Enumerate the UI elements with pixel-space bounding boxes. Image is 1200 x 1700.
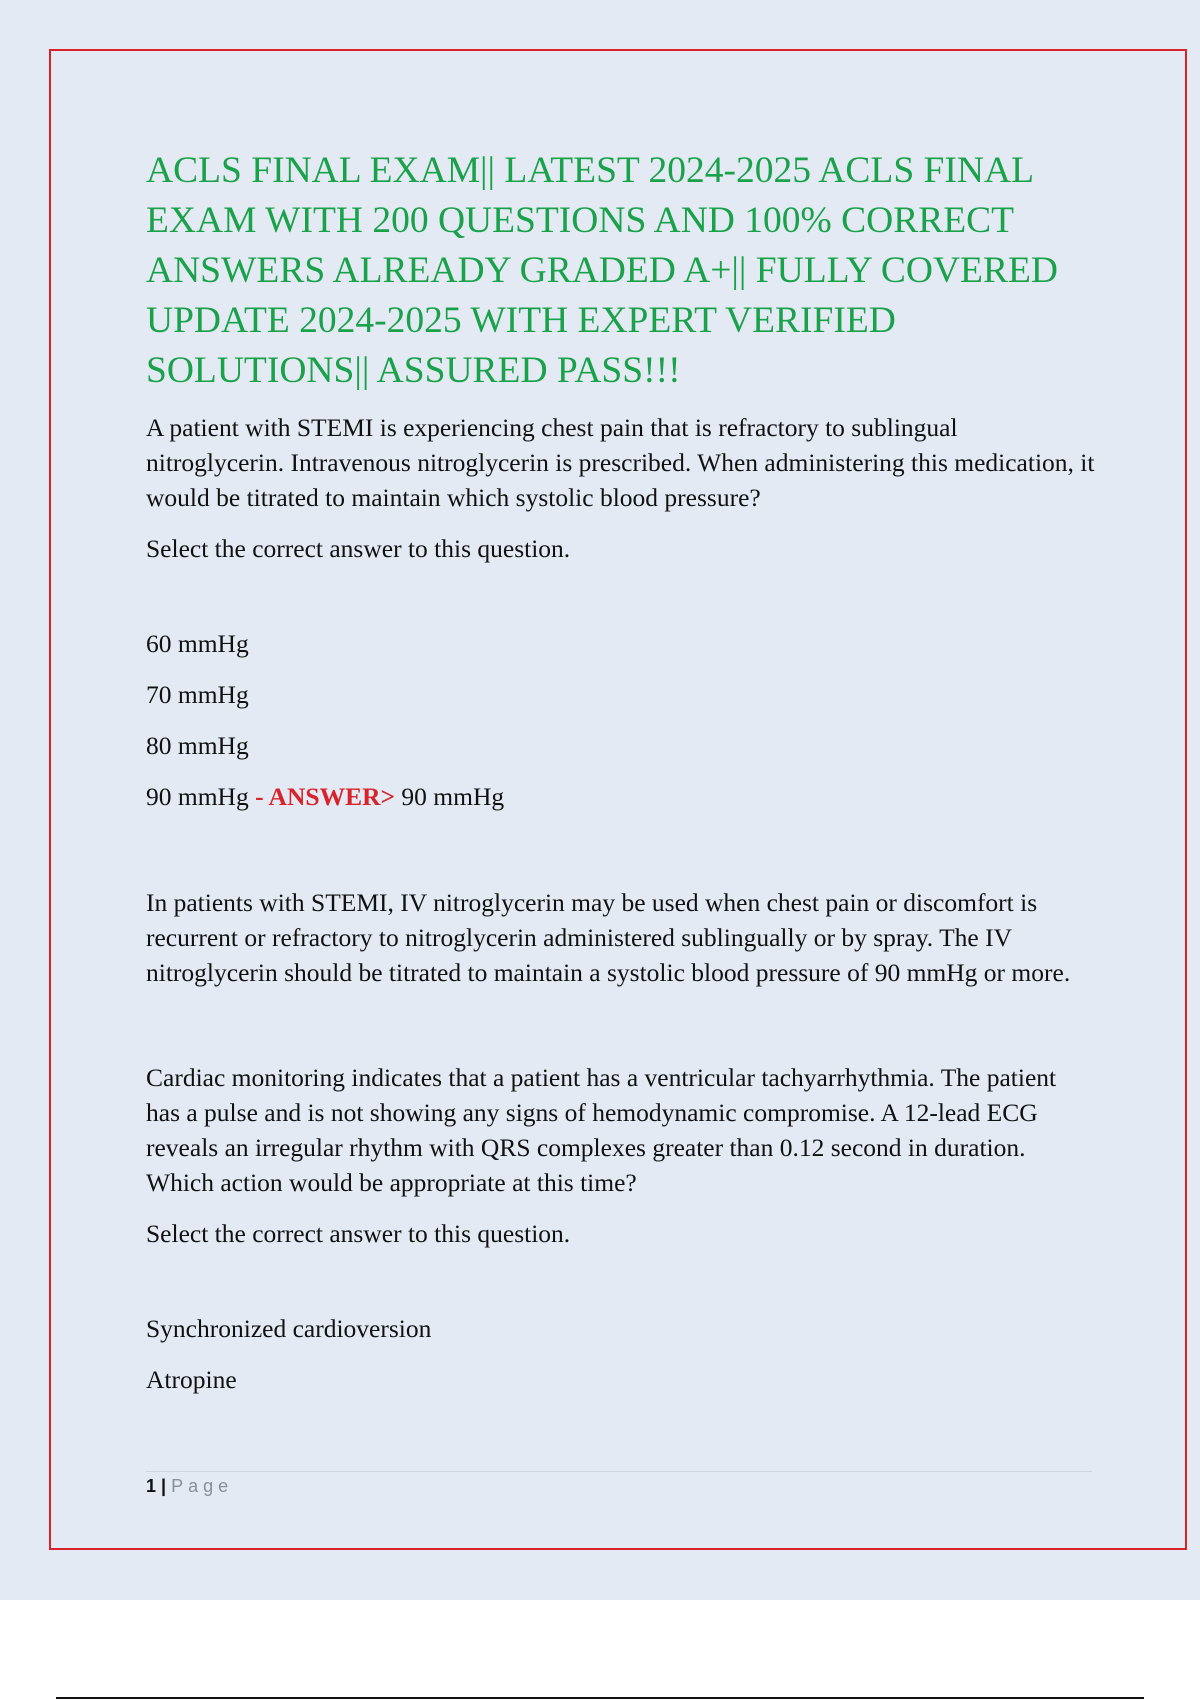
bottom-divider [56, 1697, 1144, 1699]
document-title: ACLS FINAL EXAM|| LATEST 2024-2025 ACLS FINAL EXAM WITH 200 QUESTIONS AND 100% CORRECT ANSWERS ALREADY GRADED A+|| FULLY COVERED UPDATE 2024-2025 WITH EXPERT VERIFIED SOLUTIONS|| ASSURED PASS!!! [146, 150, 1058, 391]
page-footer [146, 1474, 233, 1498]
question-1-option-b: 70 mmHg [146, 680, 249, 709]
question-2-option-b: Atropine [146, 1365, 237, 1394]
page-label: Page [171, 1476, 234, 1496]
question-1-option-d-label: 90 mmHg [146, 782, 249, 811]
question-1-options [146, 626, 1096, 814]
question-1-option-d [146, 779, 1096, 814]
question-2-text: Cardiac monitoring indicates that a patient has a ventricular tachyarrhythmia. The patient has a pulse and is not showing any signs of hemodynamic compromise. A 12-lead ECG reveals an irregular rhythm with QRS complexes greater than 0.12 second in duration. Which action would be appropriate at this time? [146, 1063, 1057, 1197]
footer-divider [146, 1471, 1092, 1472]
question-1-text: A patient with STEMI is experiencing chest pain that is refractory to sublingual nitroglycerin. Intravenous nitroglycerin is prescribed. When administering this medication, it would be titrated to maintain which systolic blood pressure? [146, 413, 1095, 512]
question-2-instruction: Select the correct answer to this question. [146, 1219, 571, 1248]
question-2-option-a: Synchronized cardioversion [146, 1314, 432, 1343]
question-1-option-c: 80 mmHg [146, 731, 249, 760]
footer-separator: | [161, 1476, 168, 1496]
answer-value: 90 mmHg [401, 782, 505, 811]
page-number: 1 [146, 1476, 158, 1496]
question-1-instruction: Select the correct answer to this question. [146, 534, 571, 563]
question-2-options [146, 1311, 1096, 1397]
question-1-explanation: In patients with STEMI, IV nitroglycerin may be used when chest pain or discomfort is recurrent or refractory to nitroglycerin administered sublingually or by spray. The IV nitroglycerin should be titrated to maintain a systolic blood pressure of 90 mmHg or more. [146, 888, 1071, 987]
question-1-option-a: 60 mmHg [146, 629, 249, 658]
answer-marker: - ANSWER> [255, 782, 396, 811]
page-content [146, 146, 1096, 1413]
